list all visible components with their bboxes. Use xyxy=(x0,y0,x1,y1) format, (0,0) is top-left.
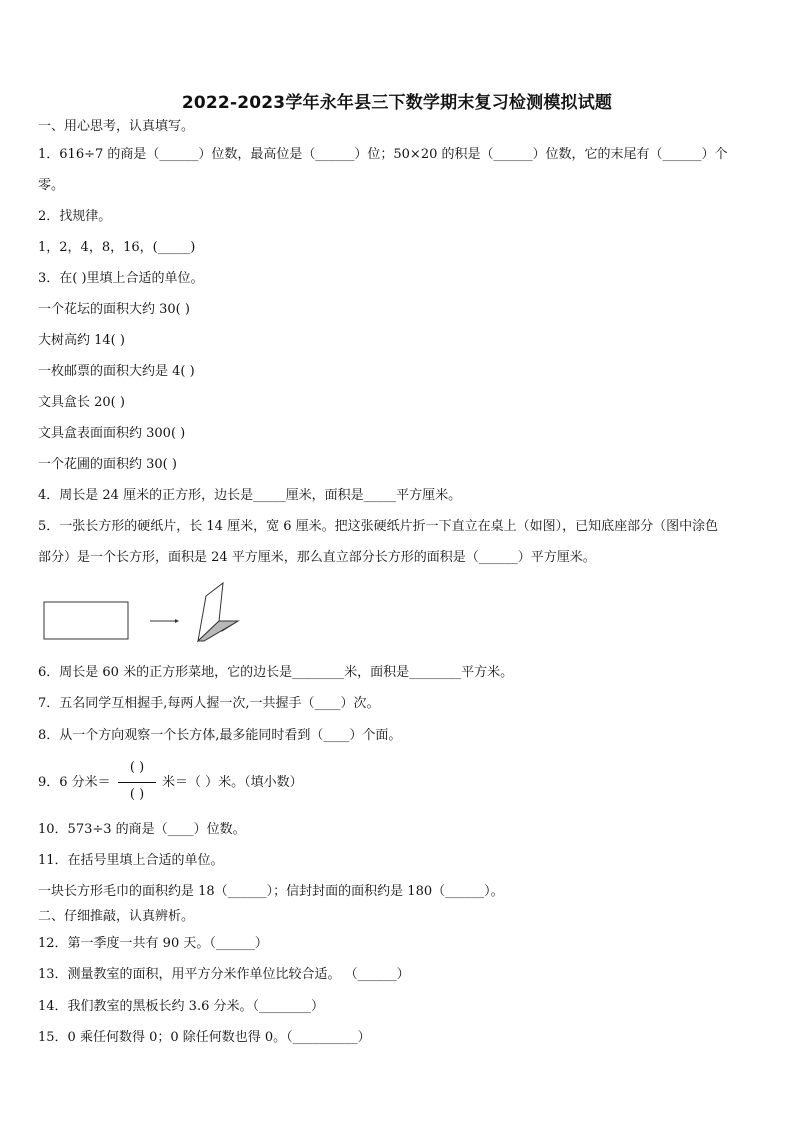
question-3-line-6: 文具盒表面面积约 300( ) xyxy=(38,426,186,441)
question-13: 13．测量教室的面积，用平方分米作单位比较合适。 （______） xyxy=(38,967,410,982)
question-5-line-1: 5．一张长方形的硬纸片，长 14 厘米，宽 6 厘米。把这张硬纸片折一下直立在桌上（如图），已知底座部分（图中涂色 xyxy=(38,519,719,534)
question-2-line-2: 1，2，4，8，16，(_____) xyxy=(38,240,196,255)
question-3-line-1: 3．在( )里填上合适的单位。 xyxy=(38,271,204,286)
question-3-line-3: 大树高约 14( ) xyxy=(38,333,125,348)
fraction-numerator: ( ) xyxy=(129,760,145,775)
folded-card-figure xyxy=(38,578,258,650)
question-11-line-2: 一块长方形毛巾的面积约是 18（______）；信封封面的面积约是 180（______）。 xyxy=(38,884,504,899)
question-1-line-1: 1．616÷7 的商是（______）位数，最高位是（______）位；50×20 的积是（______）位数，它的末尾有（______）个 xyxy=(38,147,728,162)
fraction-bar xyxy=(118,782,156,783)
flat-rectangle xyxy=(44,602,128,639)
question-5-line-2: 部分）是一个长方形，面积是 24 平方厘米，那么直立部分长方形的面积是（______）平方厘米。 xyxy=(38,550,596,565)
section-heading-1: 一、用心思考，认真填写。 xyxy=(38,119,195,134)
question-8: 8．从一个方向观察一个长方体,最多能同时看到（____）个面。 xyxy=(38,728,402,743)
question-15: 15．0 乘任何数得 0；0 除任何数也得 0。（__________） xyxy=(38,1030,371,1045)
arrow-head-icon xyxy=(175,619,179,623)
question-9-prefix: 9．6 分米＝ xyxy=(38,775,111,790)
fraction-denominator: ( ) xyxy=(129,787,145,802)
question-14: 14．我们教室的黑板长约 3.6 分米。（________） xyxy=(38,999,324,1014)
fraction-blank xyxy=(116,760,158,806)
page-title: 2022-2023学年永年县三下数学期末复习检测模拟试题 xyxy=(181,93,613,113)
section-heading-2: 二、仔细推敲，认真辨析。 xyxy=(38,909,195,924)
question-2-line-1: 2．找规律。 xyxy=(38,209,112,224)
question-11-line-1: 11．在括号里填上合适的单位。 xyxy=(38,853,224,868)
question-3-line-5: 文具盒长 20( ) xyxy=(38,395,125,410)
question-6: 6．周长是 60 米的正方形菜地，它的边长是________米，面积是________平方米。 xyxy=(38,665,514,680)
question-3-line-7: 一个花圃的面积约 30( ) xyxy=(38,457,177,472)
question-9-suffix: 米＝（ ）米。（填小数） xyxy=(162,775,303,790)
question-1-line-2: 零。 xyxy=(38,178,65,193)
question-12: 12．第一季度一共有 90 天。（______） xyxy=(38,936,268,951)
question-3-line-4: 一枚邮票的面积大约是 4( ) xyxy=(38,364,195,379)
question-4: 4．周长是 24 厘米的正方形，边长是_____厘米，面积是_____平方厘米。 xyxy=(38,488,462,503)
question-7: 7．五名同学互相握手,每两人握一次,一共握手（____）次。 xyxy=(38,696,380,711)
question-3-line-2: 一个花坛的面积大约 30( ) xyxy=(38,302,190,317)
question-10: 10．573÷3 的商是（____）位数。 xyxy=(38,822,246,837)
